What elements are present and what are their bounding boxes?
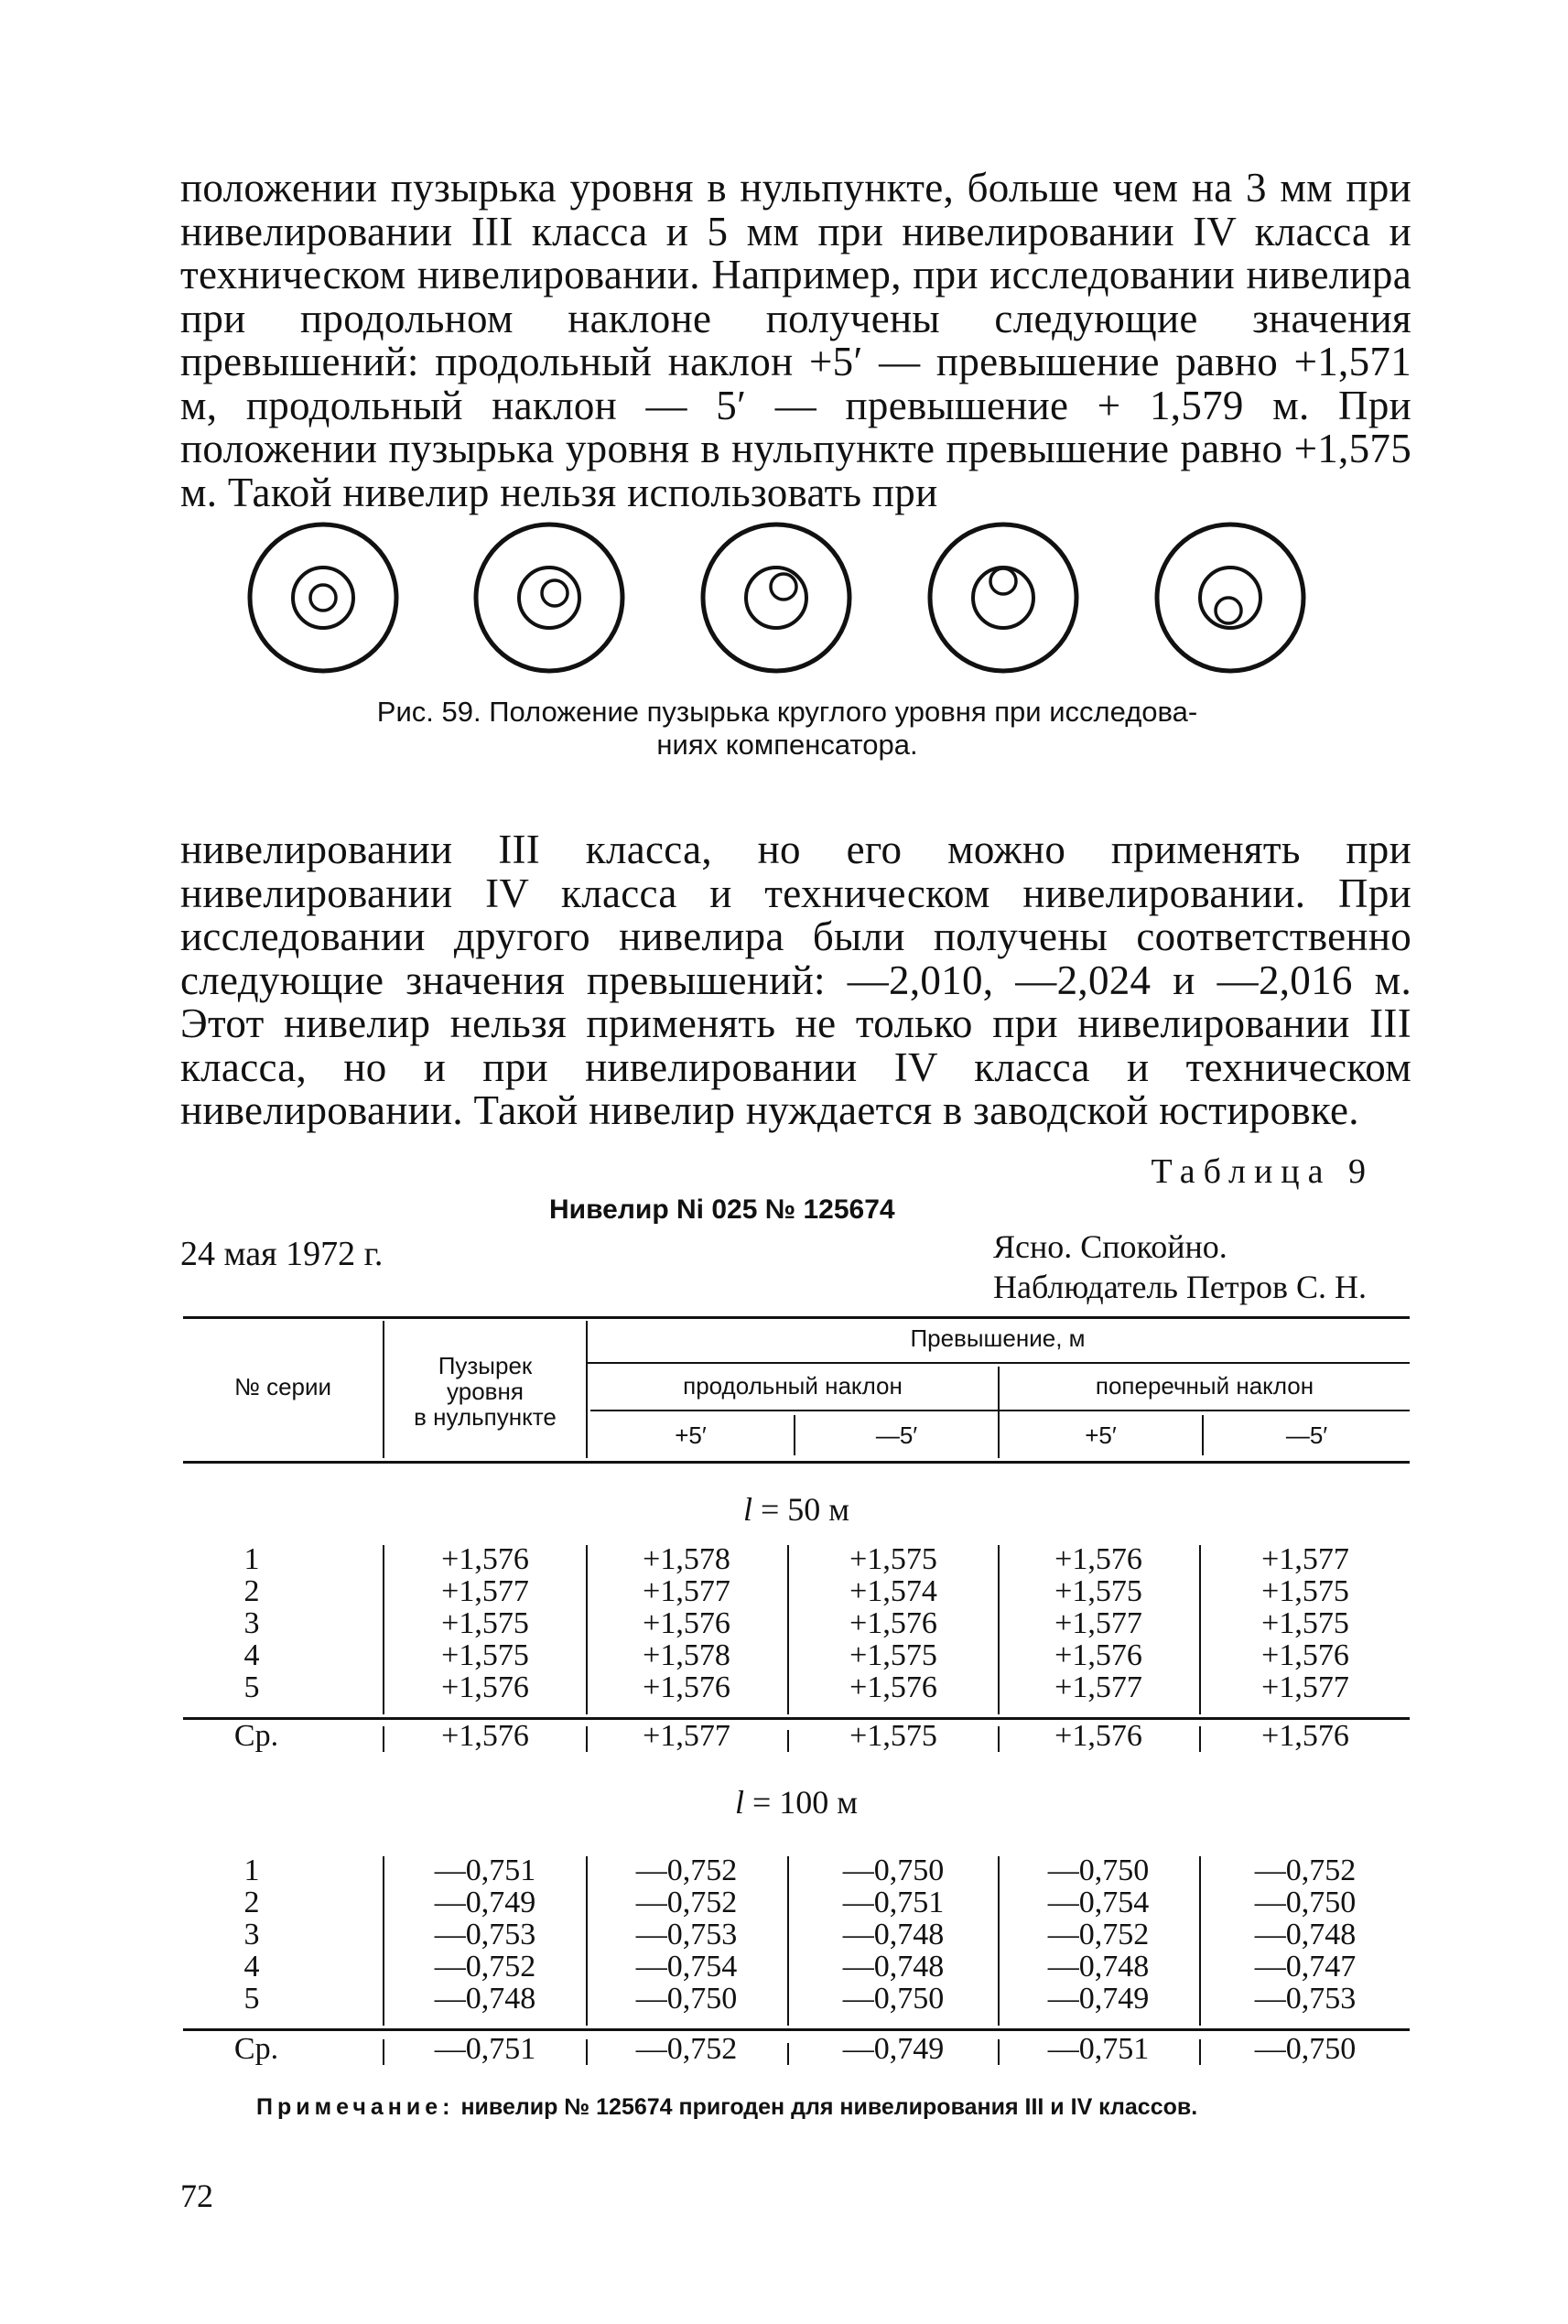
- header-rule-elevation: [586, 1362, 1410, 1364]
- header-rule-slopes: [590, 1410, 1410, 1411]
- cell-long-plus: +1,578: [643, 1542, 730, 1576]
- table-row-series: 3: [243, 1918, 260, 1951]
- cell-bubble: —0,753: [434, 1918, 536, 1951]
- s2-avg-long-minus: —0,749: [842, 2032, 945, 2066]
- s1-avg-vline-4: [998, 1726, 1000, 1752]
- cell-trans-plus: —0,749: [1047, 1982, 1150, 2016]
- section-var: l: [742, 1491, 752, 1528]
- bubble-diagram: [247, 520, 1327, 676]
- s2-vline-1: [383, 1856, 384, 2026]
- cell-long-minus: —0,750: [842, 1854, 945, 1887]
- cell-long-minus: —0,751: [842, 1886, 945, 1919]
- cell-bubble: —0,752: [434, 1950, 536, 1984]
- table-row-series: 1: [243, 1854, 260, 1887]
- s2-avg-vline-3: [787, 2043, 789, 2065]
- header-longitudinal: продольный наклон: [683, 1372, 903, 1400]
- cell-long-minus: +1,574: [849, 1574, 937, 1608]
- table-row-series: 4: [243, 1638, 260, 1672]
- table-note: [256, 2094, 1197, 2121]
- cell-trans-minus: +1,575: [1261, 1574, 1349, 1608]
- s1-vline-3: [787, 1545, 789, 1714]
- cell-bubble: +1,575: [441, 1638, 529, 1672]
- s1-avg-vline-3: [787, 1730, 789, 1752]
- s1-avg-label: Ср.: [233, 1719, 279, 1753]
- s2-long-plus-col: [595, 1854, 778, 2015]
- bubble-circle-5: [1157, 524, 1303, 671]
- cell-trans-minus: +1,576: [1261, 1638, 1349, 1672]
- table-title: Нивелир Ni 025 № 125674: [549, 1194, 895, 1225]
- table-top-rule: [183, 1316, 1410, 1319]
- s1-avg-vline-1: [383, 1726, 384, 1752]
- s1-trans-plus-col: [1007, 1543, 1190, 1703]
- cell-bubble: +1,576: [441, 1542, 529, 1576]
- s1-avg-vline-5: [1199, 1726, 1201, 1752]
- s1-avg-trans-minus: +1,576: [1261, 1719, 1349, 1753]
- figure-level-bubbles: [247, 520, 1327, 676]
- section-label-100: [613, 1783, 979, 1821]
- cell-bubble: —0,749: [434, 1886, 536, 1919]
- header-bubble-line-2: уровня: [447, 1378, 524, 1405]
- observation-meta: [993, 1227, 1367, 1307]
- header-bubble: [384, 1353, 586, 1430]
- s2-vline-4: [998, 1856, 1000, 2026]
- s2-avg-vline-1: [383, 2039, 384, 2065]
- s2-avg-bubble: —0,751: [434, 2032, 536, 2066]
- note-text: нивелир № 125674 пригоден для нивелирования III и IV классов.: [454, 2094, 1198, 2120]
- s2-trans-minus-col: [1210, 1854, 1400, 2015]
- table-row-series: 5: [243, 1670, 260, 1704]
- cell-long-minus: +1,575: [849, 1638, 937, 1672]
- cell-trans-minus: —0,752: [1254, 1854, 1357, 1887]
- caption-line-1: Рис. 59. Положение пузырька круглого уровня при исследова-: [376, 696, 1198, 728]
- s2-avg-label: Ср.: [233, 2032, 279, 2066]
- cell-bubble: +1,575: [441, 1606, 529, 1640]
- cell-long-plus: +1,576: [643, 1670, 730, 1704]
- cell-trans-plus: —0,754: [1047, 1886, 1150, 1919]
- s1-series-col: [229, 1543, 275, 1703]
- cell-trans-minus: —0,750: [1254, 1886, 1357, 1919]
- cell-trans-minus: —0,747: [1254, 1950, 1357, 1984]
- s1-avg-vline-2: [586, 1726, 588, 1752]
- s2-long-minus-col: [798, 1854, 989, 2015]
- s1-trans-minus-col: [1210, 1543, 1400, 1703]
- header-transverse: поперечный наклон: [1095, 1372, 1314, 1400]
- s2-vline-2: [586, 1856, 588, 2026]
- cell-trans-minus: +1,577: [1261, 1670, 1349, 1704]
- caption-line-2: ниях компенсатора.: [656, 729, 918, 761]
- table-row-series: 5: [243, 1982, 260, 2016]
- s1-bubble-col: [394, 1543, 577, 1703]
- table-row-series: 2: [243, 1574, 260, 1608]
- table-row-series: 2: [243, 1886, 260, 1919]
- s2-avg-long-plus: —0,752: [635, 2032, 738, 2066]
- cell-trans-minus: +1,575: [1261, 1606, 1349, 1640]
- bubble-circle-2: [476, 524, 622, 671]
- header-bottom-rule: [183, 1461, 1410, 1464]
- s1-vline-1: [383, 1545, 384, 1714]
- s2-avg-vline-2: [586, 2039, 588, 2065]
- s1-avg-trans-plus: +1,576: [1054, 1719, 1142, 1753]
- s2-avg-rule: [183, 2028, 1410, 2031]
- s2-bubble-col: [394, 1854, 577, 2015]
- s1-avg-long-minus: +1,575: [849, 1719, 937, 1753]
- table-row-series: 1: [243, 1542, 260, 1576]
- cell-long-minus: —0,750: [842, 1982, 945, 2016]
- cell-bubble: —0,748: [434, 1982, 536, 2016]
- s2-trans-plus-col: [1007, 1854, 1190, 2015]
- cell-trans-plus: —0,752: [1047, 1918, 1150, 1951]
- cell-long-plus: —0,753: [635, 1918, 738, 1951]
- header-trans-plus5: +5′: [1085, 1421, 1117, 1449]
- header-series: № серии: [233, 1373, 332, 1400]
- paragraph-top: положении пузырька уровня в нульпункте, больше чем на 3 мм при нивелировании III класса и 5 мм при нивелировании IV класса и техническом нивелировании. Например, при исследовании нивелира при продольном наклоне получены следующие значения превышений: продольный наклон +5′ — превышение равно +1,571 м, продольный наклон — 5′ — превышение + 1,579 м. При положении пузырька уровня в нульпункте превышение равно +1,575 м. Такой нивелир нельзя использовать при: [180, 165, 1411, 515]
- cell-long-plus: —0,750: [635, 1982, 738, 2016]
- cell-long-minus: —0,748: [842, 1950, 945, 1984]
- s1-long-plus-col: [595, 1543, 778, 1703]
- bubble-circle-4: [930, 524, 1076, 671]
- cell-bubble: +1,577: [441, 1574, 529, 1608]
- cell-trans-minus: +1,577: [1261, 1542, 1349, 1576]
- cell-long-plus: +1,577: [643, 1574, 730, 1608]
- figure-caption: [275, 696, 1300, 762]
- cell-long-plus: —0,752: [635, 1886, 738, 1919]
- bubble-circle-3: [703, 524, 849, 671]
- bubble-circle-1: [250, 524, 396, 671]
- table-label: Таблица 9: [1151, 1152, 1374, 1191]
- s1-avg-long-plus: +1,577: [643, 1719, 730, 1753]
- cell-long-plus: +1,578: [643, 1638, 730, 1672]
- header-long-minus5: —5′: [875, 1421, 918, 1449]
- s2-series-col: [229, 1854, 275, 2015]
- s2-avg-trans-plus: —0,751: [1047, 2032, 1150, 2066]
- cell-trans-plus: +1,575: [1054, 1574, 1142, 1608]
- s1-long-minus-col: [798, 1543, 989, 1703]
- observation-date: 24 мая 1972 г.: [180, 1235, 384, 1273]
- cell-trans-plus: +1,576: [1054, 1638, 1142, 1672]
- cell-long-minus: +1,576: [849, 1670, 937, 1704]
- s2-avg-vline-4: [998, 2039, 1000, 2065]
- cell-long-minus: +1,576: [849, 1606, 937, 1640]
- page-number: 72: [180, 2178, 213, 2214]
- s2-avg-trans-minus: —0,750: [1254, 2032, 1357, 2066]
- header-trans-minus5: —5′: [1285, 1421, 1328, 1449]
- cell-trans-plus: —0,750: [1047, 1854, 1150, 1887]
- section-label-rest: = 100 м: [743, 1784, 859, 1821]
- s1-vline-4: [998, 1545, 1000, 1714]
- s1-avg-bubble: +1,576: [441, 1719, 529, 1753]
- weather: Ясно. Спокойно.: [993, 1228, 1227, 1265]
- cell-trans-plus: +1,577: [1054, 1606, 1142, 1640]
- cell-trans-plus: +1,577: [1054, 1670, 1142, 1704]
- cell-trans-minus: —0,748: [1254, 1918, 1357, 1951]
- cell-bubble: +1,576: [441, 1670, 529, 1704]
- s1-vline-2: [586, 1545, 588, 1714]
- cell-long-minus: —0,748: [842, 1918, 945, 1951]
- cell-long-plus: —0,752: [635, 1854, 738, 1887]
- cell-trans-minus: —0,753: [1254, 1982, 1357, 2016]
- cell-trans-plus: +1,576: [1054, 1542, 1142, 1576]
- s1-vline-5: [1199, 1545, 1201, 1714]
- note-prefix: Примечание:: [256, 2094, 455, 2120]
- s2-vline-3: [787, 1856, 789, 2026]
- s2-vline-5: [1199, 1856, 1201, 2026]
- header-elevation: Превышение, м: [910, 1324, 1086, 1352]
- header-long-plus5: +5′: [675, 1421, 707, 1449]
- cell-long-minus: +1,575: [849, 1542, 937, 1576]
- cell-trans-plus: —0,748: [1047, 1950, 1150, 1984]
- s2-avg-vline-5: [1199, 2039, 1201, 2065]
- observer: Наблюдатель Петров С. Н.: [993, 1269, 1368, 1305]
- section-var: l: [734, 1784, 744, 1821]
- paragraph-bottom: нивелировании III класса, но его можно применять при нивелировании IV класса и техническом нивелировании. При исследовании другого нивелира были получены соответственно следующие значения превышений: —2,010, —2,024 и —2,016 м. Этот нивелир нельзя применять не только при нивелировании III класса, но и при нивелировании IV класса и техническом нивелировании. Такой нивелир нуждается в заводской юстировке.: [180, 827, 1411, 1133]
- table-row-series: 3: [243, 1606, 260, 1640]
- section-label-rest: = 50 м: [752, 1491, 850, 1528]
- cell-long-plus: +1,576: [643, 1606, 730, 1640]
- table-row-series: 4: [243, 1950, 260, 1984]
- header-bubble-line-3: в нульпункте: [414, 1403, 557, 1431]
- header-bubble-line-1: Пузырек: [438, 1352, 533, 1379]
- cell-long-plus: —0,754: [635, 1950, 738, 1984]
- section-label-50: [613, 1490, 979, 1529]
- cell-bubble: —0,751: [434, 1854, 536, 1887]
- data-table: [183, 1316, 1410, 2076]
